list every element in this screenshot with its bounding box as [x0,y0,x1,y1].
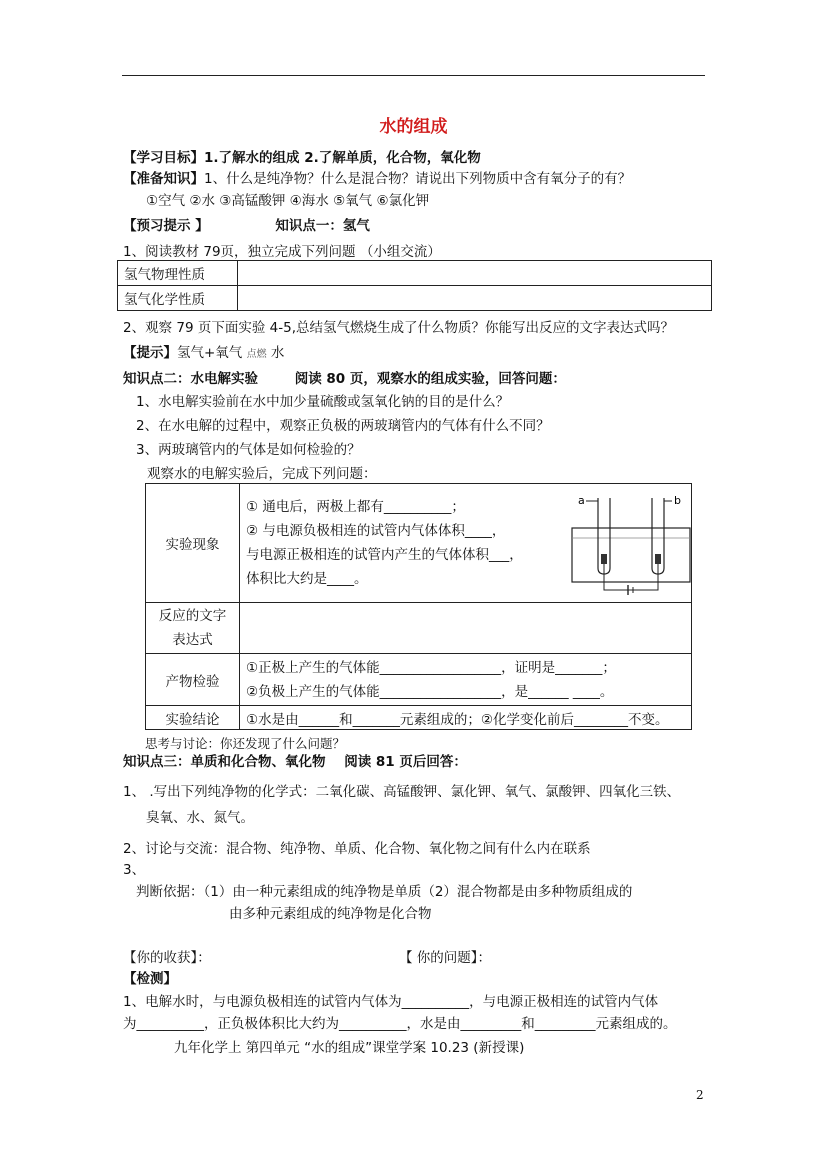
table-row [146,654,692,706]
read-instruction-1: 1、阅读教材 79页，独立完成下列问题 （小组交流） [123,244,441,260]
table-row [118,286,712,311]
phenomenon-line-4: 体积比大约是____。 [246,571,368,587]
circuit-wire [604,564,658,590]
footer-caption: 九年化学上 第四单元 “水的组成”课堂学案 10.23 (新授课) [174,1040,525,1056]
physical-property-label: 氢气物理性质 [118,261,238,286]
phenomenon-line-1: ① 通电后，两极上都有__________； [246,499,465,515]
kp2-question-3: 3、两玻璃管内的气体是如何检验的？ [136,442,361,458]
kp3-question-1: 1、 .写出下列纯净物的化学式：二氧化碳、高锰酸钾、氯化钾、氧气、氯酸钾、四氧化三铁、 [123,784,681,800]
kp3-question-1-cont: 臭氧、水、氮气。 [146,810,254,826]
conclusion-cell: ①水是由______和_______元素组成的；②化学变化前后________不变。 [240,706,692,730]
phenomenon-cell [240,484,692,603]
preview-hint [123,214,370,234]
kp2-title: 知识点二：水电解实验 [123,371,258,387]
your-problem: 【 你的问题】： [399,950,492,966]
kp2-question-2: 2、在水电解的过程中，观察正负极的两玻璃管内的气体有什么不同？ [136,418,550,434]
header-rule [122,75,705,76]
hint-right: 水 [270,345,285,361]
phenomenon-line-3: 与电源正极相连的试管内产生的气体体积___， [246,547,523,563]
kp3-question-2: 2、讨论与交流：混合物、纯净物、单质、化合物、氧化物之间有什么内在联系 [123,841,591,857]
check-line-1: ①正极上产生的气体能__________________，证明是_______； [246,659,616,676]
kp3-title: 知识点三：单质和化合物、氧化物 [123,754,326,770]
kp1-title: 知识点一：氢气 [275,218,370,234]
kp2-heading [123,367,566,387]
think-discuss: 思考与讨论：你还发现了什么问题？ [145,736,346,751]
tube-a-label: a [578,494,585,507]
phenomenon-line-2: ② 与电源负极相连的试管内气体体积____， [246,523,506,539]
page-title: 水的组成 [379,117,448,137]
physical-property-cell [238,261,712,286]
product-check-label: 产物检验 [146,654,240,706]
hint-left: 氢气+氧气 [177,345,243,361]
goal-label: 【学习目标】 [123,150,204,166]
test-question-line-1: 1、电解水时，与电源负极相连的试管内气体为__________，与电源正极相连的试管内气体 [123,994,659,1010]
judgment-basis-cont: 由多种元素组成的纯净物是化合物 [229,906,432,922]
hint-label: 【提示】 [123,345,177,361]
question-2: 2、观察 79 页下面实验 4-5,总结氢气燃烧生成了什么物质？你能写出反应的文字表达式吗？ [123,320,674,336]
observe-instruction: 观察水的电解实验后，完成下列问题： [147,466,377,482]
kp2-question-1: 1、水电解实验前在水中加少量硫酸或氢氧化钠的目的是什么？ [136,394,510,410]
chemical-property-label: 氢气化学性质 [118,286,238,311]
table-row [118,261,712,286]
conclusion-label: 实验结论 [146,706,240,730]
hint-condition: 点燃 [246,349,267,360]
learning-goal [123,146,481,166]
tube-b-label: b [674,494,681,507]
kp3-heading [123,750,467,770]
product-check-cell [240,654,692,706]
prep-options: ①空气 ②水 ③高锰酸钾 ④海水 ⑤氧气 ⑥氯化钾 [146,193,430,209]
prep-label: 【准备知识】 [123,171,204,187]
phenomenon-label: 实验现象 [146,484,240,603]
test-question-line-2: 为__________，正负极体积比大约为__________，水是由_________和_________元素组成的。 [123,1016,677,1032]
kp3-question-3: 3、 [123,862,146,878]
table-row [146,603,692,654]
table-row [146,706,692,730]
preview-label: 【预习提示 】 [123,218,209,234]
goal-text: 1.了解水的组成 2.了解单质，化合物，氧化物 [204,150,481,166]
electrolysis-apparatus [568,490,694,600]
hydrogen-properties-table [117,260,712,311]
prep-knowledge [123,167,631,187]
equation-label-line-2: 表达式 [172,632,213,648]
your-gain: 【你的收获】： [123,950,211,966]
electrode-a [601,554,607,564]
page-number: 2 [696,1088,704,1102]
judgment-basis: 判断依据：（1）由一种元素组成的纯净物是单质（2）混合物都是由多种物质组成的 [136,884,633,900]
equation-cell [240,603,692,654]
kp2-read: 阅读 80 页，观察水的组成实验，回答问题： [294,371,566,387]
kp3-read: 阅读 81 页后回答： [344,754,467,770]
test-label: 【检测】 [123,971,177,987]
equation-label [146,603,240,654]
electrolysis-table [145,483,692,730]
check-line-2: ②负极上产生的气体能__________________，是______ ____。 [246,683,614,700]
prep-question: 1、什么是纯净物？什么是混合物？请说出下列物质中含有氧分子的有？ [204,171,632,187]
table-row [146,484,692,603]
chemical-property-cell [238,286,712,311]
equation-label-line-1: 反应的文字 [158,608,227,624]
hint-line [123,341,284,361]
electrode-b [655,554,661,564]
water-tank [572,528,690,582]
